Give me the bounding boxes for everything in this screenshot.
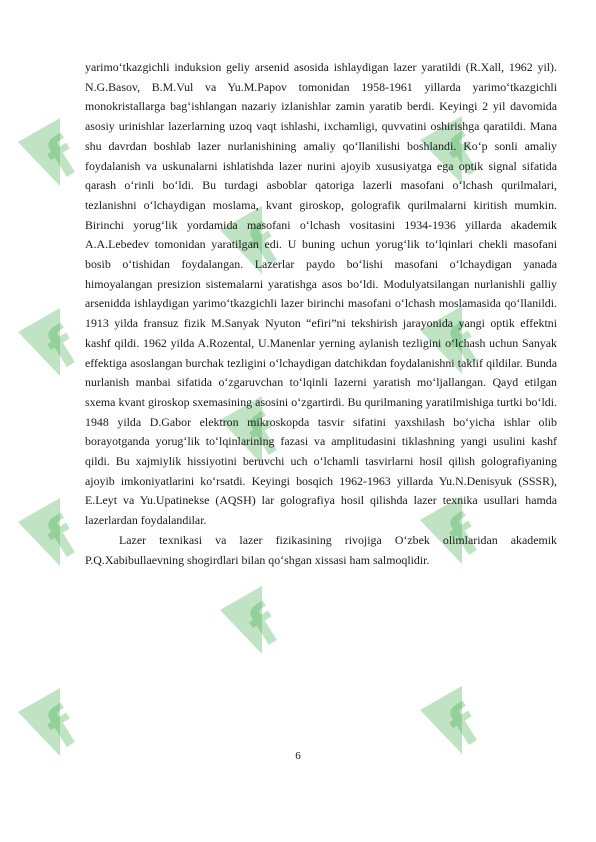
- page-number: 6: [295, 750, 301, 762]
- paragraph: yarimo‘tkazgichli induksion geliy arsenid asosida ishlaydigan lazer yaratildi (R.Xall, 1962 yil). N.G.Basov, B.M.Vul va Yu.M.Papov tomonidan 1958-1961 yillarda yarimo‘tkazgichli monokristallarga bag‘ishlangan nazariy izlanishlar zamin yaratib berdi. Keyingi 2 yil davomida asosiy urinishlar lazerlarning uzoq vaqt ishlashi, ixchamligi, quvvatini oshirishga qaratildi. Mana shu davrdan boshlab lazer nurlanishining amaliy qo‘llanilishi boshlandi. Ko‘p sonli amaliy foydalanish va uskunalarni ishlatishda lazer nurini ajoyib xususiyatga ega optik signal sifatida qarash o‘rinli bo‘ldi. Bu turdagi asboblar qatoriga lazerli masofani o‘lchash qurilmalari, tezlanishni o‘lchaydigan moslama, kvant giroskop, golografik qurilmalarni kiritish mumkin. Birinchi yorug‘lik yordamida masofani o‘lchash vositasini 1934-1936 yillarda akademik A.A.Lebedev tomonidan yaratilgan edi. U buning uchun yorug‘lik to‘lqinlari chekli masofani bosib o‘tishidan foydalangan. Lazerlar paydo bo‘lishi masofani o‘lchaydigan yanada himoyalangan presizion sistemalarni yaratishga asos bo‘ldi. Modulyatsilangan nurlanishli galliy arsenidda ishlaydigan yarimo‘tkazgichli lazer birinchi masofani o‘lchash moslamasida qo‘llanildi. 1913 yilda fransuz fizik M.Sanyak Nyuton “efiri”ni tekshirish jarayonida yangi optik effektni kashf qildi. 1962 yilda A.Rozental, U.Manenlar yerning aylanish tezligini o‘lchash uchun Sanyak effektiga asoslangan burchak tezligini o‘lchaydigan datchikdan foydalanishni taklif qildilar. Bunda nurlanish manbai sifatida o‘zgaruvchan to‘lqinli lazerni yaratish mo‘ljallangan. Qayd etilgan sxema kvant giroskop sxemasining asosini o‘zgartirdi. Bu qurilmaning yaratilmishiga turtki bo‘ldi. 1948 yilda D.Gabor elektron mikroskopda tasvir sifatini yaxshilash bo‘yicha ishlar olib borayotganda yorug‘lik to‘lqinlarining fazasi va amplitudasini tiklashning yangi usulini kashf qildi. Bu xajmiylik hissiyotini beruvchi uch o‘lchamli tasvirlarni hosil qilish golografiyaning ajoyib imkoniyatlarini ko‘rsatdi. Keyingi bosqich 1962-1963 yillarda Yu.N.Denisyuk (SSSR), E.Leyt va Yu.Upatinekse (AQSH) lar golografiya hosil qilishda lazer texnika usullari hamda lazerlardan foydalandilar.: [85, 60, 557, 528]
- watermark-glyph: f: [237, 403, 291, 470]
- watermark-glyph: f: [437, 123, 491, 190]
- watermark-glyph: f: [237, 593, 291, 660]
- watermark-triangle: [420, 686, 462, 754]
- watermark-triangle: [18, 498, 60, 566]
- watermark-glyph: f: [437, 313, 491, 380]
- watermark-glyph: f: [35, 125, 89, 192]
- watermark-triangle: [220, 586, 262, 654]
- watermark-glyph: f: [237, 213, 291, 280]
- watermark-glyph: f: [437, 503, 491, 570]
- watermark-glyph: f: [35, 315, 89, 382]
- watermark-glyph: f: [35, 695, 89, 762]
- watermark-glyph: f: [35, 505, 89, 572]
- watermark-triangle: [18, 308, 60, 376]
- paragraph: Lazer texnikasi va lazer fizikasining rivojiga O‘zbek olimlaridan akademik P.Q.Xabibullaevning shogirdlari bilan qo‘shgan xissasi ham salmoqlidir.: [85, 532, 557, 567]
- watermark-triangle: [18, 688, 60, 756]
- watermark-glyph: f: [437, 693, 491, 760]
- body-text: [85, 58, 557, 570]
- watermark-triangle: [18, 118, 60, 186]
